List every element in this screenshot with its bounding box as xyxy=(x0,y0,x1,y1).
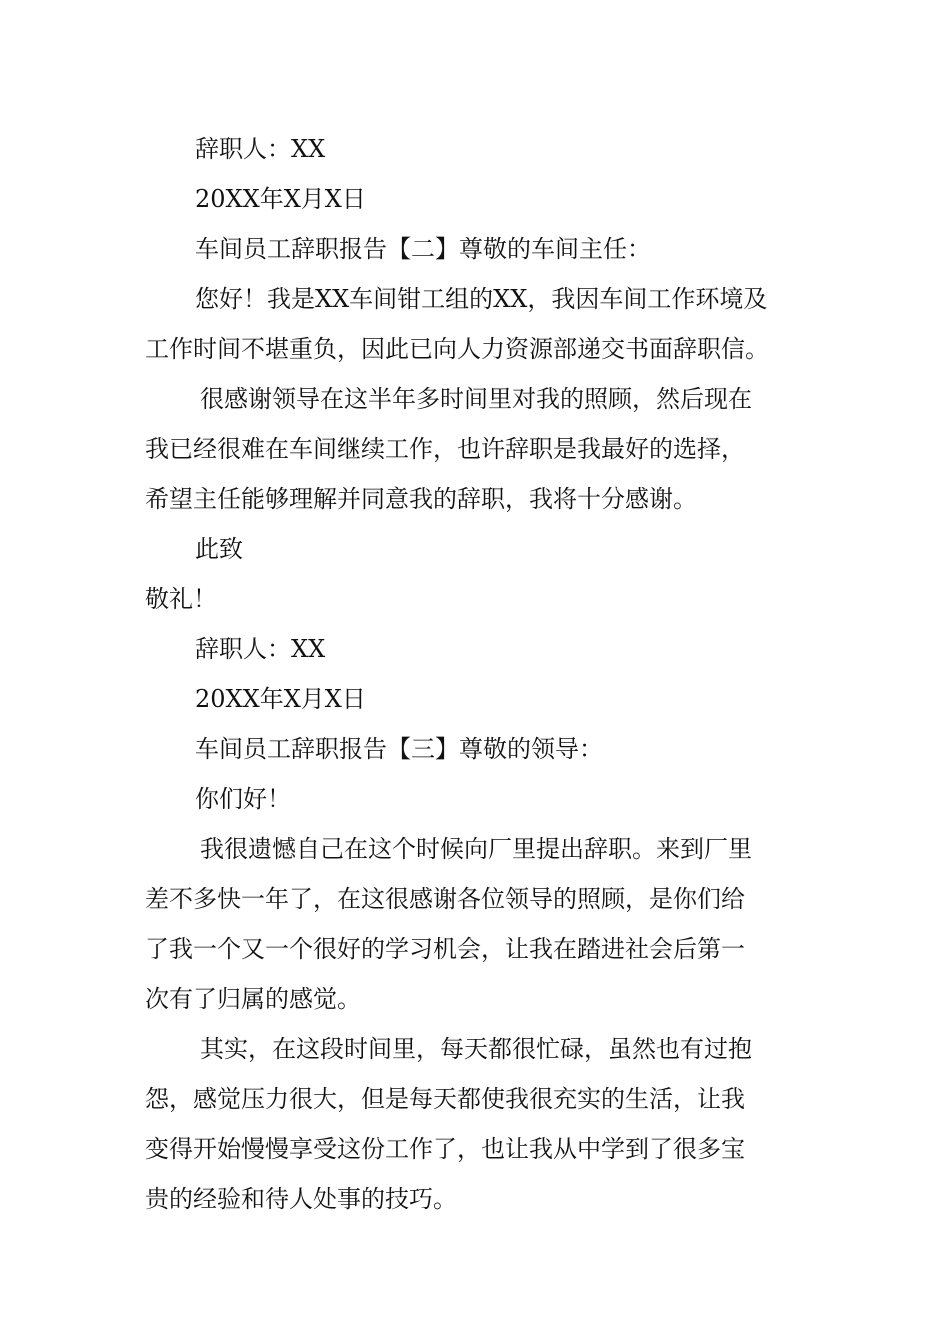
date-line-2: 20XX年X月X日 xyxy=(195,685,366,713)
paragraph-line: 很感谢领导在这半年多时间里对我的照顾，然后现在 xyxy=(200,385,752,413)
greeting-line: 你们好！ xyxy=(195,785,291,813)
resigner-signature-1: 辞职人：XX xyxy=(195,135,326,163)
closing-salutation: 此致 xyxy=(195,535,243,563)
paragraph-line: 我已经很难在车间继续工作，也许辞职是我最好的选择， xyxy=(145,435,745,463)
report-heading-2: 车间员工辞职报告【二】尊敬的车间主任： xyxy=(195,235,651,263)
paragraph-line: 了我一个又一个很好的学习机会，让我在踏进社会后第一 xyxy=(145,935,745,963)
date-line-1: 20XX年X月X日 xyxy=(195,185,366,213)
closing-regards: 敬礼！ xyxy=(145,585,217,613)
paragraph-line: 我很遗憾自己在这个时候向厂里提出辞职。来到厂里 xyxy=(200,835,752,863)
paragraph-line: 其实，在这段时间里，每天都很忙碌，虽然也有过抱 xyxy=(200,1035,752,1063)
paragraph-line: 怨，感觉压力很大，但是每天都使我很充实的生活，让我 xyxy=(145,1085,745,1113)
paragraph-line: 次有了归属的感觉。 xyxy=(145,985,361,1013)
paragraph-line: 贵的经验和待人处事的技巧。 xyxy=(145,1185,457,1213)
paragraph-line: 差不多快一年了，在这很感谢各位领导的照顾，是你们给 xyxy=(145,885,745,913)
paragraph-line: 您好！我是XX车间钳工组的XX，我因车间工作环境及 xyxy=(195,285,768,313)
resigner-signature-2: 辞职人：XX xyxy=(195,635,326,663)
paragraph-line: 工作时间不堪重负，因此已向人力资源部递交书面辞职信。 xyxy=(145,335,769,363)
report-heading-3: 车间员工辞职报告【三】尊敬的领导： xyxy=(195,735,603,763)
paragraph-line: 变得开始慢慢享受这份工作了，也让我从中学到了很多宝 xyxy=(145,1135,745,1163)
paragraph-line: 希望主任能够理解并同意我的辞职，我将十分感谢。 xyxy=(145,485,697,513)
